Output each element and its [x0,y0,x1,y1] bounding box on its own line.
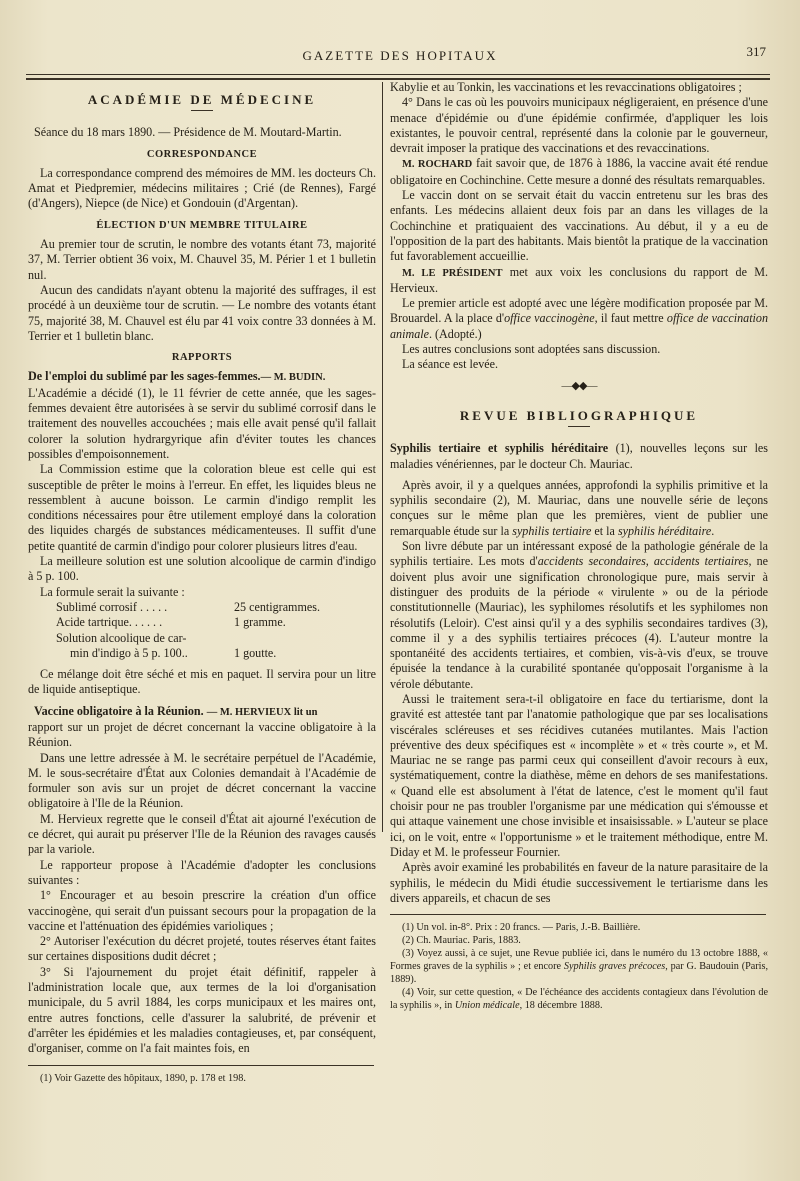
paragraph: La meilleure solution est une solution alcoolique de carmin d'indigo à 5 p. 100. [28,554,376,584]
paragraph: 4° Dans le cas où les pouvoirs municipaux négligeraient, en présence d'une menace d'épidémie ou d'une épidémie confirmée, d'appliquer les lois existantes, le pouvoir central, représenté dans la colonie par le gouverneur, devrait imposer la pratique des vaccinations et des revaccinations. [390,95,768,156]
footnote: (2) Ch. Mauriac. Paris, 1883. [402,935,521,947]
left-column [28,88,376,1085]
article-author: — M. BUDIN. [260,372,326,384]
paragraph: 1° Encourager et au besoin prescrire la création d'un office vaccinogène, qui serait d'un puissant secours pour la propagation de la vaccine et l'atténuation des épidémies varioliques ; [28,888,376,933]
header-rule [26,74,770,75]
column-divider [382,82,383,832]
footnote: (3) Voyez aussi, à ce sujet, une Revue publiée ici, dans le numéro du 13 octobre 1888, « Formes graves de la syphilis » ; et encore Syphilis graves précoces, par G. Baudouin (Paris, 1889). [390,948,769,986]
formula-row: Solution alcoolique de car- [56,630,187,645]
paragraph: Kabylie et au Tonkin, les vaccinations et les revaccinations obligatoires ; [390,80,742,94]
section-title-revue: REVUE BIBLIOGRAPHIQUE [459,407,699,423]
seance-line: Séance du 18 mars 1890. — Présidence de M. Moutard-Martin. [34,125,342,140]
paragraph: Ce mélange doit être séché et mis en paquet. Il servira pour un litre de liquide antiseptique. [28,667,376,697]
paragraph: La Commission estime que la coloration bleue est celle qui est susceptible de prêter le moins à l'erreur. En effet, les liquides bleus ne ressemblent à aucune boisson. Le carmin d'indigo remplit les conditions nécessaires pour être utilement employé dans la coloration des liquides chargés de substances médicamenteuses. Il suffit d'une petite quantité de carmin d'indigo pour colorer plusieurs litres d'eau. [28,462,376,553]
page-header [20,44,780,68]
paragraph: Après avoir, il y a quelques années, approfondi la syphilis primitive et la syphilis secondaire (2), M. Mauriac, dans une nouvelle série de leçons conçues sur le même plan que les premières, vient de publier une remarquable étude sur la syphilis tertiaire et la syphilis héréditaire. [390,477,768,538]
paragraph: 2° Autoriser l'exécution du décret projeté, toutes réserves étant faites sur certaines dispositions dudit décret ; [28,934,376,964]
paragraph: 3° Si l'ajournement du projet était définitif, rappeler à l'administration locale que, aux termes de la loi d'organisation municipale, du 5 avril 1884, les corps municipaux et les maires ont, entre autres fonctions, celle d'assurer la salubrité, de prévenir et d'arrêter les épidémies et les maladies contagieuses, et, par conséquent, d'organiser, comme on l'a fait maintes fois, en [28,964,376,1056]
paragraph: M. Hervieux regrette que le conseil d'État ait ajourné l'exécution de ce décret, qui aurait pu préserver l'Ile de la Réunion des ravages causés par la variole. [28,811,376,857]
paragraph: Au premier tour de scrutin, le nombre des votants étant 73, majorité 37, M. Terrier obtient 36 voix, M. Chauvel 35, M. Périer 1 et 1 bulletin nul. [28,237,376,282]
subtitle-election: ÉLECTION D'UN MEMBRE TITULAIRE [96,219,308,231]
page-number: 317 [746,44,766,59]
paragraph: Le vaccin dont on se servait était du vaccin entretenu sur les bras des enfants. Les médecins allaient deux fois par an dans les villages de la Cochinchine et pratiquaient des vaccinations. Au début, il y a eu de l'opposition de la part des habitants. Mais bientôt la pratique de la vaccination fut favorablement accueillie. [390,188,768,264]
section-rule [568,426,590,427]
article-heading [28,369,376,385]
right-column [390,80,768,1012]
paragraph: La séance est levée. [402,357,499,372]
footnote-rule [390,914,766,915]
paragraph: Aucun des candidats n'ayant obtenu la majorité des suffrages, il est procédé à un deuxième tour de scrutin. — Le nombre des votants étant 75, majorité 38, M. Chauvel est élu par 41 voix contre 33 données à M. Terrier et 1 bulletin blanc. [28,282,376,343]
footnote: (1) Voir Gazette des hôpitaux, 1890, p. 178 et 198. [40,1072,246,1084]
book-heading: Syphilis tertiaire et syphilis héréditaire (1), nouvelles leçons sur les maladies vénériennes, par le docteur Ch. Mauriac. [390,441,769,471]
formula-row: min d'indigo à 5 p. 100.. 1 goutte. [70,645,277,660]
subtitle-rapports: RAPPORTS [171,352,233,364]
formula-row: Acide tartrique. . . . . . 1 gramme. [56,615,286,630]
formula-table [56,600,376,661]
section-rule [191,110,213,111]
book-title: Syphilis tertiaire et syphilis héréditaire [390,441,609,456]
footnote: (1) Un vol. in-8°. Prix : 20 francs. — Paris, J.-B. Baillière. [402,922,641,934]
article-heading [28,704,376,720]
paragraph: L'Académie a décidé (1), le 11 février de cette année, que les sages-femmes devaient être autorisées à se servir du sublimé corrosif dans le traitement des nouvelles accouchées ; mais elle avait pensé qu'il fallait colorer la solution hydrargyrique afin d'éviter toutes les chances possibles d'empoisonnement. [28,385,376,461]
paragraph: Dans une lettre adressée à M. le secrétaire perpétuel de l'Académie, M. le sous-secrétaire d'État aux Colonies demandait à l'Académie de formuler son avis sur un projet de décret concernant la vaccine obligatoire à l'Ile de la Réunion. [28,750,376,811]
paragraph: M. ROCHARD fait savoir que, de 1876 à 1886, la vaccine avait été rendue obligatoire en Cochinchine. Cette mesure a donné des résultats remarquables. [390,156,768,187]
ornament-divider: —◆◆— [561,379,597,392]
paragraph: Le premier article est adopté avec une légère modification proposée par M. Brouardel. A la place d'office vaccinogène, il faut mettre office de vaccination animale. (Adopté.) [390,296,769,341]
subtitle-correspondance: CORRESPONDANCE [146,148,258,160]
paragraph: La correspondance comprend des mémoires de MM. les docteurs Ch. Amat et Piedpremier, médecins militaires ; Crié (de Rennes), Fargé (d'Angers), Niepce (de Nice) et Gondouin (d'Argentan). [28,165,376,211]
paragraph: rapport sur un projet de décret concernant la vaccine obligatoire à la Réunion. [28,719,376,750]
speaker-name: M. LE PRÉSIDENT [402,267,503,279]
formula-row: Sublimé corrosif . . . . . 25 centigrammes. [56,599,320,614]
section-title-academie: ACADÉMIE DE MÉDECINE [87,92,317,107]
paragraph: Son livre débute par un intéressant exposé de la pathologie générale de la syphilis tertiaire. Les mots d'accidents secondaires, accidents tertiaires, ne doivent plus avoir une signification chronologique pure, mais servir à distinguer des produits de la période « virulente » ou de la période constitutionnelle (Mauriac), les syphilomes résolutifs et les syphilomes non résolutifs (Leloir). C'est ainsi qu'il y a des syphilis secondaires tardives (3), comme il y a des syphilis tertiaires précoces (4). L'auteur montre la spontanéité des accidents tertiaires, et combien, vis-à-vis d'eux, se trouve épuisée la tendance à la curabilité spontanée qu'opposait l'organisme à la vérole débutante. [390,539,769,691]
article-lead: De l'emploi du sublimé par les sages-femmes. [28,369,261,384]
footnote: (4) Voir, sur cette question, « De l'échéance des accidents contagieux dans l'évolution de la syphilis », in Union médicale, 18 décembre 1888. [390,987,768,1012]
paragraph: La formule serait la suivante : [40,584,185,599]
article-author: — M. HERVIEUX lit un [206,706,318,718]
paragraph: Après avoir examiné les probabilités en faveur de la nature parasitaire de la syphilis, le médecin du Midi étudie successivement le tertiarisme dans les divers appareils, et chacun de ses [390,860,768,905]
paragraph: M. LE PRÉSIDENT met aux voix les conclusions du rapport de M. Hervieux. [390,264,769,295]
footnote-rule [28,1065,374,1066]
speaker-name: M. ROCHARD [402,159,473,171]
journal-title: GAZETTE DES HOPITAUX [302,48,498,63]
article-lead: Vaccine obligatoire à la Réunion. [34,703,204,718]
paragraph: Les autres conclusions sont adoptées sans discussion. [402,342,661,357]
paragraph: Aussi le traitement sera-t-il obligatoire en face du tertiarisme, dont la gravité est attestée tant par l'anatomie pathologique que par ses localisations viscérales scléreuses et ses récidives cutanées mutilantes. Mais l'action préventive des deux spécifiques est « incomplète » et « très courte », et M. Mauriac ne se range pas parmi ceux qui conseillent d'avoir recours à eux, systématiquement, contre la diathèse, même en dehors de ses manifestations. « Quand elle est absolument à l'état de latence, c'est le moment qu'il faut choisir pour ne pas troubler l'organisme par une médication qui s'émousse et qui attaque vainement une chose invisible et insaisissable. » L'auteur se place ici, on le voit, entre « l'opportunisme » et le traitement méthodique, entre M. Diday et M. le professeur Fournier. [390,691,768,859]
paragraph: Le rapporteur propose à l'Académie d'adopter les conclusions suivantes : [28,857,376,887]
